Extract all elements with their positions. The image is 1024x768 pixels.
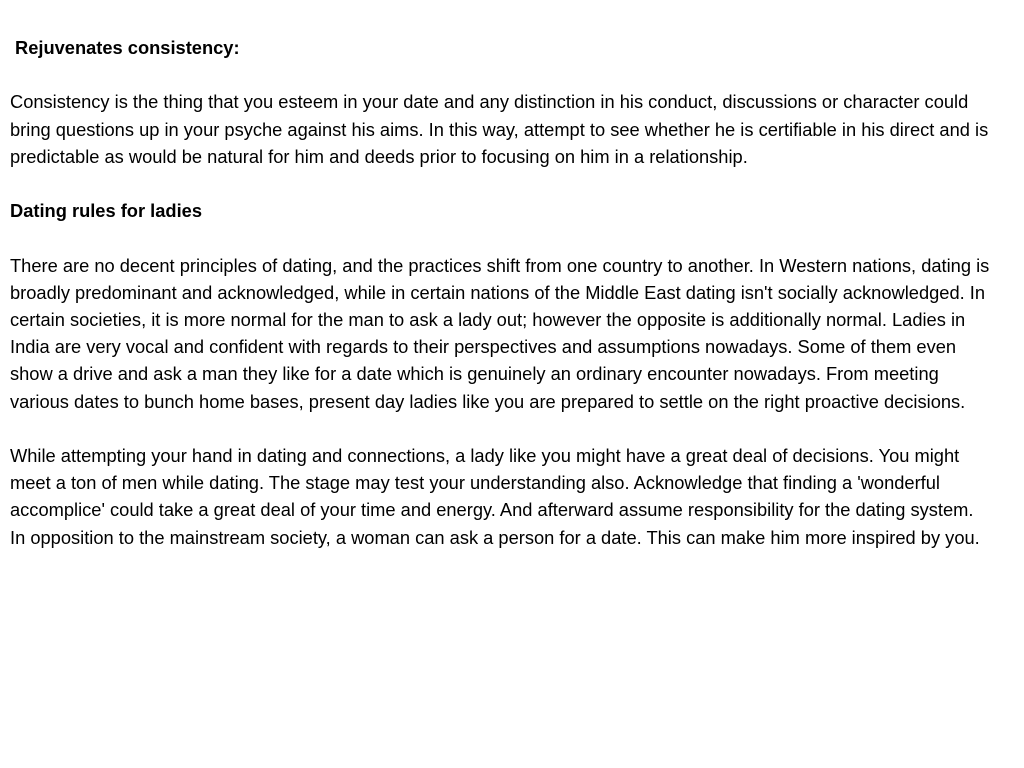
spacer <box>10 224 995 251</box>
slide-text-body <box>10 34 995 551</box>
spacer <box>10 170 995 197</box>
paragraph-ask-for-date: In opposition to the mainstream society, a woman can ask a person for a date. This can make him more inspired by you. <box>10 526 980 548</box>
section-heading-consistency: Rejuvenates consistency: <box>15 37 240 58</box>
paragraph-dating-principles: There are no decent principles of dating, and the practices shift from one country to another. In Western nations, dating is broadly predominant and acknowledged, while in certain nations of the Middle East dating isn't socially acknowledged. In certain societies, it is more normal for the man to ask a lady out; however the opposite is additionally normal. Ladies in India are very vocal and confident with regards to their perspectives and assumptions nowadays. Some of them even show a drive and ask a man they like for a date which is genuinely an ordinary encounter nowadays. From meeting various dates to bunch home bases, present day ladies like you are prepared to settle on the right proactive decisions. <box>10 254 990 412</box>
paragraph-dating-decisions: While attempting your hand in dating and connections, a lady like you might have a great deal of decisions. You might meet a ton of men while dating. The stage may test your understanding also. Acknowledge that finding a 'wonderful accomplice' could take a great deal of your time and energy. And afterward assume responsibility for the dating system. <box>10 444 974 521</box>
spacer <box>10 415 995 442</box>
spacer <box>10 61 995 88</box>
paragraph-consistency: Consistency is the thing that you esteem in your date and any distinction in his conduct, discussions or character could bring questions up in your psyche against his aims. In this way, attempt to see whether he is certifiable in his direct and is predictable as would be natural for him and deeds prior to focusing on him in a relationship. <box>10 91 989 167</box>
section-heading-dating-rules: Dating rules for ladies <box>10 200 202 222</box>
